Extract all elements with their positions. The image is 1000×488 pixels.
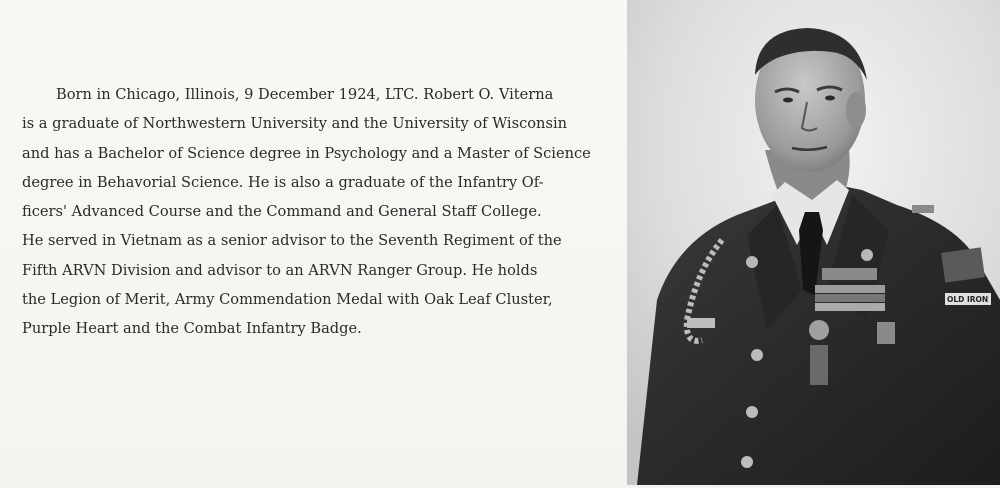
button-icon bbox=[746, 406, 758, 418]
shoulder-tab bbox=[945, 293, 991, 305]
button-icon bbox=[751, 349, 763, 361]
bio-line: Purple Heart and the Combat Infantry Badge. bbox=[22, 320, 362, 338]
bio-line: ficers' Advanced Course and the Command and General Staff College. bbox=[22, 203, 542, 221]
portrait-photo bbox=[627, 0, 1000, 485]
badge-icon bbox=[809, 320, 829, 340]
name-plate bbox=[687, 318, 715, 328]
bio-line: degree in Behavorial Science. He is also a graduate of the Infantry Of- bbox=[22, 173, 544, 191]
bio-line: the Legion of Merit, Army Commendation Medal with Oak Leaf Cluster, bbox=[22, 291, 553, 309]
bio-line: He served in Vietnam as a senior advisor to the Seventh Regiment of the bbox=[22, 232, 562, 250]
bio-line: and has a Bachelor of Science degree in Psychology and a Master of Science bbox=[22, 144, 591, 162]
shoulder-tab-text: OLD IRON bbox=[947, 295, 989, 304]
bio-line: Born in Chicago, Illinois, 9 December 1924, LTC. Robert O. Viterna bbox=[56, 86, 554, 103]
biography-text bbox=[22, 80, 591, 344]
bio-line: Fifth ARVN Division and advisor to an ARVN Ranger Group. He holds bbox=[22, 261, 538, 279]
bio-line: is a graduate of Northwestern University and the University of Wisconsin bbox=[22, 115, 568, 133]
ribbon-rack bbox=[815, 268, 885, 311]
button-icon bbox=[741, 456, 753, 468]
badge-icon bbox=[877, 322, 895, 344]
